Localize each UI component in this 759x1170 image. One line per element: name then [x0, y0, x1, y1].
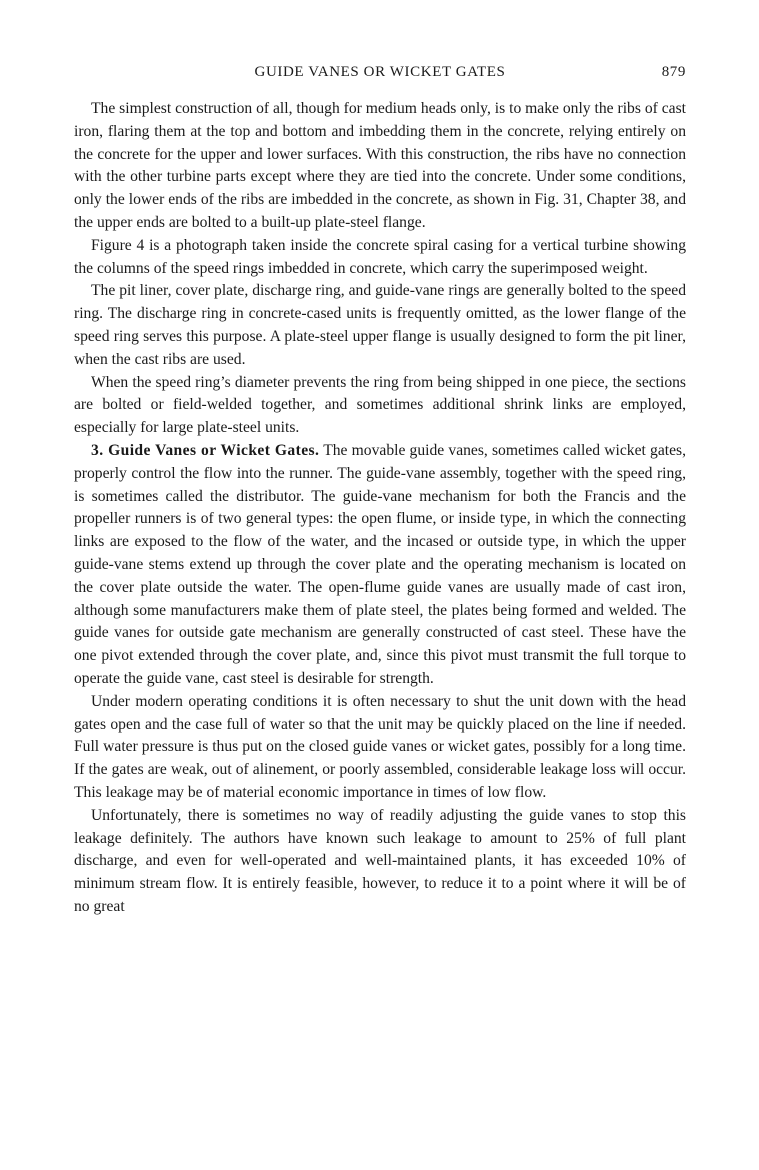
running-title: GUIDE VANES OR WICKET GATES [254, 64, 506, 80]
section-3-text: The movable guide vanes, sometimes called wicket gates, properly control the flow into the runner. The guide-vane assembly, together with the speed ring, is sometimes called the distributor. The guide-vane mechanism for both the Francis and the propeller runners is of two general types: the open flume, or inside type, in which the connecting links are exposed to the flow of the water, and the incased or outside type, in which the upper guide-vane stems extend up through the cover plate and the operating mechanism is located on the cover plate outside the water. The open-flume guide vanes are usually made of cast iron, although some manufacturers make them of plate steel, the plates being formed and welded. The guide vanes for outside gate mechanism are generally constructed of cast steel. These have the one pivot extended through the cover plate, and, since this pivot must transmit the full torque to operate the guide vane, cast steel is desirable for strength. [74, 441, 686, 687]
paragraph-cast-iron-ribs: The simplest construction of all, though for medium heads only, is to make only the ribs of cast iron, flaring them at the top and bottom and imbedding them in the concrete, relying entirely on the concrete for the upper and lower surfaces. With this construction, the ribs have no connection with the other turbine parts except where they are tied into the concrete. Under some conditions, only the lower ends of the ribs are imbedded in the concrete, as shown in Fig. 31, Chapter 38, and the upper ends are bolted to a built-up plate-steel flange. [74, 100, 686, 231]
paragraph-figure-4: Figure 4 is a photograph taken inside the concrete spiral casing for a vertical turbine showing the columns of the speed rings imbedded in concrete, which carry the superimposed weight. [74, 236, 686, 277]
paragraph-operating-conditions: Under modern operating conditions it is often necessary to shut the unit down with the head gates open and the case full of water so that the unit may be quickly placed on the line if needed. Full water pressure is thus put on the closed guide vanes or wicket gates, possibly for a long time. If the gates are weak, out of alinement, or poorly assembled, considerable leakage loss will occur. This leakage may be of material economic importance in times of low flow. [74, 692, 686, 801]
book-page [74, 64, 686, 919]
paragraph-leakage: Unfortunately, there is sometimes no way of readily adjusting the guide vanes to stop this leakage definitely. The authors have known such leakage to amount to 25% of full plant discharge, and even for well-operated and well-maintained plants, it has exceeded 10% of minimum stream flow. It is entirely feasible, however, to reduce it to a point where it will be of no great [74, 806, 686, 915]
section-heading: 3. Guide Vanes or Wicket Gates. [91, 441, 320, 459]
section-3-paragraph [74, 440, 686, 691]
paragraph-speed-ring-sections: When the speed ring’s diameter prevents the ring from being shipped in one piece, the sections are bolted or field-welded together, and sometimes additional shrink links are employed, especially for large plate-steel units. [74, 373, 686, 437]
page-number: 879 [661, 64, 686, 80]
running-header [74, 64, 686, 88]
paragraph-pit-liner: The pit liner, cover plate, discharge ring, and guide-vane rings are generally bolted to the speed ring. The discharge ring in concrete-cased units is frequently omitted, as the lower flange of the speed ring serves this purpose. A plate-steel upper flange is usually designed to form the pit liner, when the cast ribs are used. [74, 282, 686, 368]
